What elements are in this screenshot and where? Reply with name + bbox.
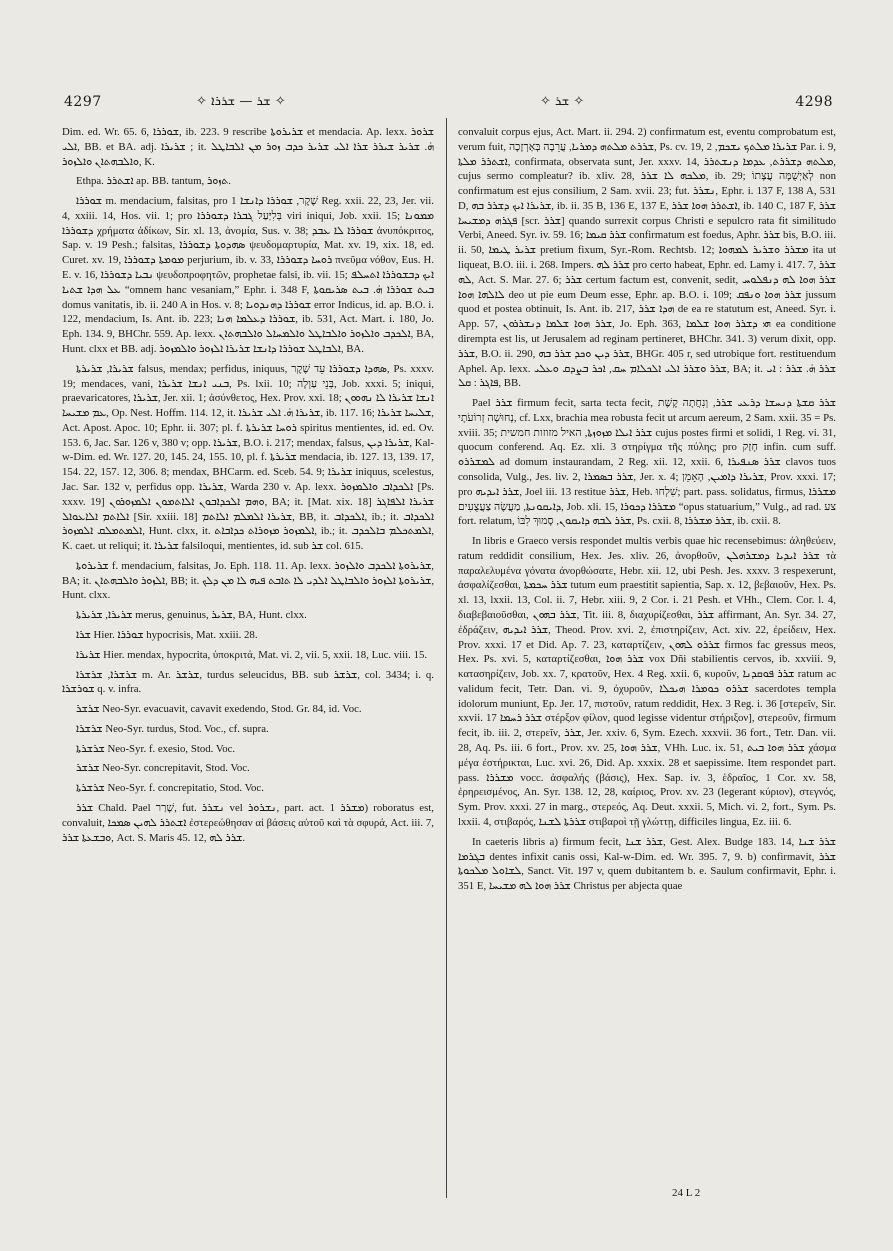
signature-mark: 24 L 2 bbox=[672, 1187, 701, 1199]
entry-paragraph: In caeteris libris a) firmum fecit, ܫܪܪ ܫܢܐ, Gest. Alex. Budge 183. 14, ܫܪܪ ܫܢܐ ܒܓܪܡܐ dentes infixit canis ossi, Kal-w-Dim. ed. Wr. 395. 7, 9. b) confirmavit, ܫܪܪ ܠܫܐܘܠ ܡܠܟܘܬܐ, Sanct. Vit. 197 v, quem dubitantem b. e. Saulum confirmavit, Ephr. i. 351 E, ܫܪܪ ܗܘܐ ܠܗ ܡܫܝܚܐ Christus per abjecta quae bbox=[458, 835, 836, 893]
entry-paragraph: convaluit corpus ejus, Act. Mart. ii. 294. 2) confirmatum est, eventu comprobatum est, verum fuit, ܫܪܪܬ ܡܠܬܗ ܕܡܪܝܐ, עֲרֵבָה בְּאַרְזָכָה, Ps. cv. 19, ܫܪܝܪܐ ܡܠܬܟ ܝܫܟܡ, 2 Par. i. 9, ܐܫܬܪܪ ܡܠܬܐ, confirmata, observata sunt, Jer. xxxv. 14, ܡܠܬܗ ܕܫܪܪܬ, ܥܕܡܐ ܕܢܫܬܪܪ, cujus sermo compleatur? ib. xliv. 28, ܡܠܟܗ ܠܐ ܫܪܪ, ib. 29; לְאַיְשֻׁמָּה עֲצָתוֹ non confirmatum est ejus consilium, 2 Sam. xvii. 23; fut. ܢܫܪܪ, Ephr. i. 137 F, 138 A, 531 D, ܫܪܝܪܐ ܐܝܟ ܕܫܪܪ ܒܗ, ib. ii. 35 B, 136 E, 137 E, ܐܫܬܪܪ ܗܘܐ ܫܪܪ, ib. 140 C, 187 F, ܫܪܪ ܦܓܪܗ ܕܡܫܝܚܐ [scr. ܫܪܪ] quando surrexit corpus Christi e sepulcro rata fit similitudo Verbi, Aneed. Syr. iv. 59. 16; ܫܪܪ ܩܝܡܐ confirmatum est foedus, Aphr. ܫܪܪ bis, B.O. iii. ii. 50, ܫܪܝܪ ܛܝܡܐ pretium fixum, Syr.-Rom. Rechtsb. 12; ܡܫܪܪ ܘܫܪܝܪ ܠܡܗܘܐ ita ut liqueat, B.O. iii. i. 268. Impers. ܫܪܪ ܠܗ pro certo habeat, Ephr. ed. Lamy i. 417. 7, ܫܪܪ ܠܗ, Act. S. Mar. 27. 6; ܫܪܪ certum factum est, convenit, sedit, ܫܪܪ ܗܘܐ ܠܗ ܕܢܦܠܘܚ ܠܐܠܗܐ ܗܘܐ deo ut pie eum Deum esse, Ephr. ap. B.O. i. 109; ܫܪܪ ܗܘܐ ܘܢܦܩ jussum quod et postea obtinuit, Is. Ant. ib. 217, ܗܕܐ ܫܪܪ de ea re statutum est, Aneed. Syr. i. App. 57, ܫܪܪ ܗܘܐ ܫܠܡܐ ܕܢܫܪܪܘܢ, Jo. Eph. 363, ܗܝ ܕܫܪܪ ܗܘܐ ܫܠܡܐ ea conditione dirempta est lis, ut Jerusalem ad reginam pertineret, BHChr. 341. 3) verum dixit, opp. ܫܪܪ, B.O. ii. 290, ܫܪܪ ܕܝܢ ܘܟܕ ܫܪܪ ܒܗ, BHGr. 405 r, sed utrobique fort. restituendum Aphel. Ap. lexx. ܫܪܪ ܘܫܪܪ ܐܠܝ ܐܠܟܠܐܡ ܚܩ, ܐܟܪ ܒܨܕܩ ܘܥܠܝ, BA; it. ܫܪܪ ܗ̇. ܫܪܪ : ܐܝ ܦܐܓܪ : ܩܠ, BB. bbox=[458, 126, 837, 390]
entry-paragraph: Dim. ed. Wr. 65. 6, ܫܘܪܪܐ, ib. 223. 9 rescribe ܫܪܝܪܘܬܐ et mendacia. Ap. lexx. ܫܪܘܪ ܐܠܝ, BB. et BA. adj. ܫܪܝܪܐ ; it. ܗ̇. ܫܪܝܪ ܫܝܪܪ ܫܪܐ ܐܠܝ ܫܪܝܪ ܟܕܒ ܙܘܪ ܡܢ ܐܠܒܐܛܠ ܘܐܠܒܗܬܐܢ ܘܐܠܙܘܪ, K. bbox=[62, 126, 434, 168]
entry-paragraph: ܫܪܫܪܬܐ Neo-Syr. f. exesio, Stod. Voc. bbox=[76, 742, 236, 755]
running-head-left: ✧ ܫܪ — ܫܪܪܐ ✧ bbox=[196, 94, 286, 109]
entry-paragraph: ܫܪܫܪܬܐ Neo-Syr. f. concrepitatio, Stod. Voc. bbox=[76, 782, 264, 795]
entry-paragraph: ܫܪܫܪܐ, ܫܪܫܪܐ m. Ar. ܫܪܫܪ, turdus seleucidus, BB. sub ܫܪܫܪ, col. 3434; i. q. ܫܘܪܫܪܐ q. v. infra. bbox=[62, 668, 434, 696]
entry-paragraph: Pael ܫܪܪ firmum fecit, sarta tecta fecit, ܫܪܪ ܩܫܬܐ ܕܢܚܫܐ ܕܪܥܝ ܫܪܪ, וְנִחֲתָה קֶשֶׁת נְחוּשָׁה זְרוֹעֹתָי, cf. Lxx, brachia mea robusta fecit ut arcum aereum, 2 Sam. xxii. 35 = Ps. xviii. 35; ܫܪܪ ܐܝܠܐ ܡܙܘܙܬܐ, האיל מזוזות חמשית cujus postes firmi et solidi, 1 Reg. vi. 31, quocum conferend. Aq. Ez. xli. 3 στηρίγμα τῆς πύλης; pro חָזַק infin. cum suff. ܠܡܫܪܪܘ ad domum instaurandam, 2 Reg. xii. 12, xxii. 6, ܫܪܪ ܣܢܦܝܪܐ clavos tuos consolida, Vulg., Jes. liv. 2, ܫܪܪ ܒܣܡܪܐ, Jer. x. 4; ܫܪܝܪܐ ܕܐܡܝܢ, הָאָמֵן, Prov. xxxi. 17; pro ܫܪܪ ܐܝܕܝܗ, Joel iii. 13 restitue ܫܪܪ, Heb. שִׁלְחוּ; part. pass. solidatus, firmus, ܡܫܪܪܐ ܕܐܝܩܘܢܬܐ, מַעֲשֶׂה צַעֲצֻעִים, Job. xli. 15, ܡܫܪܪܐ ܕܟܘܪܐ “opus statuarium,” Vulg., ad rad. צע fort. relatum, ܫܪܪ ܠܒܗ ܕܐܝܩܘܢ, סָמוּךְ לִבּוֹ, Ps. cxii. 8, ܫܪܪ ܡܫܪܪܐ, ib. cxii. 8. bbox=[458, 397, 837, 528]
entry-paragraph: ܫܪܫܪ Neo-Syr. evacuavit, cavavit exedendo, Stod. Gr. 84, id. Voc. bbox=[76, 703, 362, 716]
entry-paragraph: ܫܘܪܪܐ m. mendacium, falsitas, pro שֶׁקֶר, ܫܘܪܪܐ ܕܐܢܫܐ 1 Reg. xxii. 22, 23, Jer. vii. 4, xxiii. 14, Hos. vii. 1; pro בְּלִיַּעַל ܓܒܪܐ ܕܫܘܪܪܐ viri iniqui, Job. xxii. 15; ܡܡܘܢܐ ܕܫܘܪܪܐ χρήματα ἀδίκων, Sir. xl. 13, ἀνομία, Sus. v. 38; ܫܘܪܪܐ ܠܐ ܥܒܕ ἀνυπόκριτος, Sap. v. 19 Pesh.; falsitas, ܣܗܕܘܬܐ ܕܫܘܪܪܐ ψευδομαρτυρία, Mat. xv. 19, xix. 18, ed. Curet. xv. 19, ܡܘܡܬܐ ܕܫܘܪܪܐ perjurium, ib. v. 33, ܪܘܚܐ ܕܫܘܪܪܐ πνεῦμα νόθον, Eus. H. E. v. 16, ܢܒܝܐ ܕܫܘܪܪܐ ψευδοπροφητῶν, prophetae falsi, ib. vii. 15; ܐܝܟ ܕܒܫܘܪܪܐ ܐܬܚܠܦ ܥܠ ܗܕܐ ܫܬܝܐ “omnem hanc vesaniam,” Ephr. i. 348 F, ܒܝܬ ܫܘܪܪܐ ܗ̇. ܒܝܬ ܣܪܝܩܘܬܐ domus vanitatis, ib. ii. 240 A in Hos. v. 8; ܫܘܪܪܐ ܕܗܢܕܘܝܐ error Indicus, id. ap. B.O. i. 122, mendacium, Is. Ant. ib. 223; ܫܘܪܪܐ ܕܥܠܡܐ ܗܢܐ, ib. 531, Act. Mart. i. 180, Jo. Eph. 134. 9, BHChr. 559. Ap. lexx. ܐܠܟܕܒ ܘܐܠܙܘܪ ܘܐܠܒܐܛܠ ܘܐܠܡܚܐܠ ܘܐܠܒܗܬܐܢ, BA, Hunt. clxx et BB. adj. ܐܠܒܐܛܠ ܫܘܪܪܐ ܕܐܢܫܐ ܫܪܝܪܐ ܐܠܙܘܪ ܘܐܠܡܙܘܪ, BA. bbox=[62, 195, 435, 355]
running-head-right: ✧ ܫܪ ✧ bbox=[540, 94, 585, 109]
page-number-left: 4297 bbox=[64, 94, 102, 110]
right-column bbox=[458, 125, 836, 899]
entry-paragraph: In libris e Graeco versis respondet multis verbis quae hic recensebimus: ἀληθεύειν, ratum reddidit consilium, Hex. Jes. xliv. 26, ἀνορθοῦν, ܫܪܪ ܐܝܕܝܐ ܕܡܫܪܗܠܢ τὰ παραλελυμένα γόνατα ἀνορθώσατε, Hebr. xii. 12, ubi Pesh. Jes. xxxv. 3 respexerunt, ἀσφαλίζεσθαι, ܫܪܪ ܚܟܡܬܐ tutum eum praestitit sapientia, Sap. x. 12, βεβαιοῦν, Hex. Ps. xl. 13, lxxii. 13, Col. ii. 7, Hebr. xiii. 9, 2 Cor. i. 21 Pesh. et VHh., Clem. Cor. l. 4, διαβεβαιοῦσθαι, ܫܪܪ ܒܗܘܢ, Tit. iii. 8, διαχυρίζεσθαι, ܫܪܪ affirmant, An. Syr. 34. 27, ἐδράζειν, ܫܪܪ ܐܝܕܝܗ, Theod. Prov. xvi. 2, ἐπιστηρίζειν, Act. xiv. 22, ἐρείδειν, Hex. Prov. xxxi. 17 et Did. Ap. 7. 23, καταρτίζειν, ܫܪܪܘ ܠܗܘܢ firmos fac gressus meos, Hex. Ps. xvi. 5, καταρτίζεσθαι, ܫܪܪ ܗܘܐ vox Dñi stabilientis cervos, ib. xxviii. 9, κατασηρίζειν, Job. xx. 7, κρατοῦν, Hex. 4 Reg. xxii. 6, κυροῦν, ܫܪܪ ܦܘܩܕܢܐ ratum ac validum fecit, Tetr. Dan. vi. 9, ὀχυροῦν, ܫܪܪܘ ܟܘܡܪܐ ܗܝܟܠܐ sacerdotes templa idolorum muniunt, Ep. Jer. 17, πιστοῦν, ratum reddidit, Hex. 3 Reg. i. 36 [στερεῖν, Sir. xxvii. 17 ܫܪܪ ܪܚܡܐ στέρξον φίλον, quod legisse videntur στήριξον], στερεοῦν, firmum fecit, ib. iii. 2, στερεῖν, ܫܪܪ, Jer. xxiv. 6, Sym. Ezech. xxxvii. 36 fort., Tetr. Dan. vii. 28, Aq. Ps. iii. 6 fort., Prov. xv. 25, ܫܪܪ ܗܘܐ, VHh. Luc. ix. 51, ܫܪܪ ܗܘܐ ܒܝܬ χάσμα μέγα ἐστήρικται, Luc. xvi. 26, Did. Ap. xxxix. 28 et saepissime. Item respondet part. pass. ܡܫܪܪܐ vocc. ἀσφαλής (βάσις), Hex. Sap. iv. 3, ἑδραῖος, 1 Cor. xv. 58, ἐρηρεισμένος, An. Syr. 138. 12, 28, καίριος, Prov. xv. 23 (legerant κύριον), στεγνός, Sym. Prov. xxxi. 27 in marg., στερεός, Aq. Deut. xxxii. 5, Mich. vi. 2, fort., Sym. Ps. lxxii. 4, στιβαρός, ܫܪܪܬܐ ܠܫܢܐ στιβαροὶ τῇ γλώττῃ, difficiles lingua, Ez. iii. 6. bbox=[458, 535, 837, 828]
entry-paragraph: ܫܪܫܪ Neo-Syr. concrepitavit, Stod. Voc. bbox=[76, 762, 250, 775]
entry-paragraph: ܫܪܪ Chald. Pael שָׁרַר, fut. ܢܫܪܪ vel ܢܫܪܘܪ, part. act. ܡܫܪܪ 1) roboratus est, convaluit, ܐܫܬܪܪ ܠܗܝܢ ܣܡܟܐ ἐστερεώθησαν αἱ βάσεις αὐτοῦ καὶ τὰ σφυρά, Act. iii. 7, ܘܒܫܥܬܐ ܫܪܪ, Act. S. Maris 45. 12, ܫܪܪ ܠܗ. bbox=[62, 802, 434, 844]
entry-paragraph: ܫܪܐ Hier. ܫܘܪܪܐ hypocrisis, Mat. xxiii. 28. bbox=[76, 629, 258, 641]
entry-paragraph: Ethpa. ܐܫܬܪܪ ap. BB. tantum, ܬܙܘܪ. bbox=[76, 175, 231, 188]
entry-paragraph: ܫܪܫܪܐ Neo-Syr. turdus, Stod. Voc., cf. supra. bbox=[76, 722, 269, 735]
entry-paragraph: ܫܪܝܪܐ Hier. mendax, hypocrita, ὑποκριτά, Mat. vi. 2, vii. 5, xxii. 18, Luc. viii. 15. bbox=[76, 648, 428, 661]
column-divider bbox=[446, 118, 447, 1198]
left-column bbox=[62, 125, 434, 850]
entry-paragraph: ܫܪܝܪܘܬܐ f. mendacium, falsitas, Jo. Eph. 118. 11. Ap. lexx. ܫܪܝܪܘܬܐ ܐܠܟܕܒ ܘܐܠܙܘܪ, BA; it. ܐܠܙܘܪ ܘܐܠܒܗܬܐܢ, BB; it. ܫܪܝܪܘܬܐ ܐܠܙܘܪ ܘܐܠܒܐܛܠ ܐܠܕܝ ܠܐ ܬܐܒܬ ܦܝܗ ܠܐ ܡܢ ܕܠܟ, Hunt. clxx. bbox=[62, 559, 435, 602]
entry-paragraph: ܫܪܝܪܐ, ܫܪܝܪܬܐ merus, genuinus, ܫܪܝܪ, BA, Hunt. clxx. bbox=[76, 609, 307, 622]
page-number-right: 4298 bbox=[795, 94, 833, 110]
entry-paragraph: ܫܪܝܪܐ, ܫܪܝܪܬܐ falsus, mendax; perfidus, iniquus, ܣܗܕܐ ܕܫܘܪܪܐ עֵד שֶׁקֶר, Ps. xxxv. 19; mendaces, vani, ܒܢܝ ܐܢܫܐ ܫܪܝܪܐ, Ps. lxii. 10; בְּנֵי עַוְלָה, Job. xxxi. 5; iniqui, praevaricatores, ܫܪܝܪܐ, Jer. xii. 1; ἀσύνθετος, Hex. Prov. xxi. 18; ܐܢܫܐ ܫܪܝܪܐ ܠܐ ܢܗܘܘܢ ܥܡ ܡܫܝܚܐ, Op. Nest. Hoffm. 114. 12, it. ܫܪܝܪܐ ܗ̇. ܐܠܝ ܫܪܝܪܐ, ib. 117. 16; ܫܠܝܚܐ ܫܪܝܪܐ, Act. Apost. Apoc. 10; Ephr. ii. 307; pl. f. ܪܘܚܐ ܫܪܝܪܬܐ spiritus mentientes, id. ed. Ov. 153. 6, Jac. Sar. 126 v, 380 v; opp. ܫܪܝܪܐ, B.O. i. 217; mendax, falsus, ܫܪܝܪܐ ܕܝܢ, Kal-w-Dim. ed. Wr. 127. 20, 145. 24, 155. 10, pl. f. ܫܪܝܪܬܐ mendacia, ib. 127. 13, 139. 17, 154. 22, 157. 12, 306. 8; mendax, BHCarm. ed. Sceb. 54. 9; ܫܪܝܪܐ iniquus, scelestus, Jac. Sar. 132 v, perfidus opp. ܫܪܝܪܐ, Warda 230 v. Ap. lexx. ܐܠܟܕܐܒ ܘܐܠܡܙܘܪ [Ps. xxxv. 19] ܘܗܡ ܐܠܟܕܐܒܘܢ ܐܠܐܬܡܘܢ ܐܠܡܙܘܪܘܢ, BA; it. [Mat. xix. 18] ܫܪܝܪܐ ܐܠܦܐܓܪ ܐܠܐܬܡ ܐܠܐܥܘܐܠ [Sir. xxiii. 18] ܫܪܝܪܐ ܐܠܡܠܡ ܐܠܐܬܡ, BB, it. ܐܠܟܕܐܒ, ib.; it. ܐܠܟܕܐܒ ܐܠܡܬܡܠܩ ܐܠܡܙܘܪ, Hunt. clxx, it. ܐܠܡܙܘܪ ܡܙܘܪܐܬ ܟܕܐܒܐܬ, ib.; it. ܐܠܡܬܟܠܡ ܒܐܠܟܕܒ, K. caet. ut reliqui; it. ܫܪܝܪܐ falsiloqui, mentientes, id. sub ܫܪ col. 615. bbox=[62, 362, 435, 553]
